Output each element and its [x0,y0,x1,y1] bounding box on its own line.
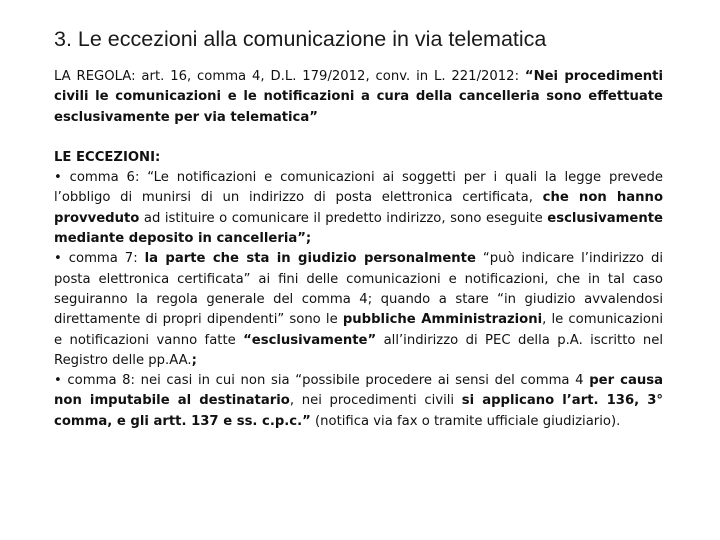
exception-comma-8: • comma 8: nei casi in cui non sia “possibile procedere ai sensi del comma 4 per causa non imputabile al destinatario, nei procedimenti civili si applicano l’art. 136, 3° comma, e gli artt. 137 e ss. c.p.c.” (notifica via fax o tramite ufficiale giudiziario). [54,373,663,429]
rule-quote: “Nei procedimenti civili le comunicazioni e le notificazioni a cura della cancelleria sono effettuate esclusivamente per via telematica” [54,69,663,125]
slide-body [54,67,663,432]
rule-reference: art. 16, comma 4, D.L. 179/2012, conv. in L. 221/2012: [135,69,525,84]
rule-paragraph [54,67,663,128]
rule-label: LA REGOLA: [54,69,136,84]
exception-comma-6: • comma 6: “Le notificazioni e comunicazioni ai soggetti per i quali la legge prevede l’obbligo di munirsi di un indirizzo di posta elettronica certificata, che non hanno provveduto ad istituire o comunicare il predetto indirizzo, sono eseguite esclusivamente mediante deposito in cancelleria”; [54,170,664,247]
paragraph-gap [54,128,663,148]
exceptions-heading: LE ECCEZIONI: [54,149,161,165]
exception-comma-7: • comma 7: la parte che sta in giudizio personalmente “può indicare l’indirizzo di posta elettronica certificata” ai fini delle comunicazioni e notificazioni, che in tal caso seguiranno la regola generale del comma 4; quando a stare “in giudizio avvalendosi direttamente di propri dipendenti” sono le pubbliche Amministrazioni, le comunicazioni e notificazioni vanno fatte “esclusivamente” all’indirizzo di PEC della p.A. iscritto nel Registro delle pp.AA.; [54,251,663,368]
slide-title: 3. Le eccezioni alla comunicazione in via telematica [54,27,547,51]
